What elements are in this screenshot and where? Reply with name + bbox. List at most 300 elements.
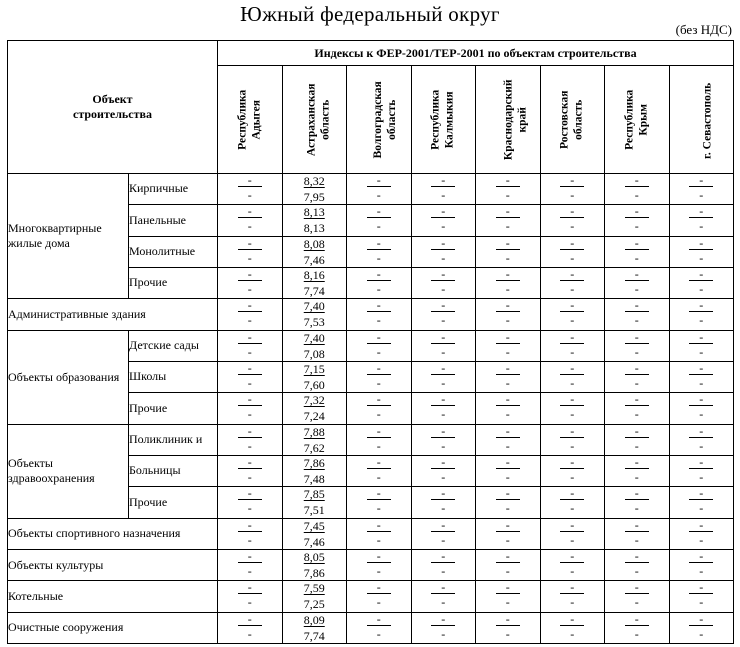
index-top-value: - xyxy=(689,240,713,250)
index-top-value: - xyxy=(689,365,713,375)
index-cell-empty xyxy=(540,393,605,424)
index-top-value: - xyxy=(496,240,520,250)
index-fraction xyxy=(238,517,262,547)
index-cell-empty xyxy=(669,518,734,549)
region-header-label xyxy=(305,83,333,156)
index-fraction xyxy=(496,173,520,203)
index-top-value: - xyxy=(496,428,520,438)
index-cell-empty xyxy=(540,612,605,643)
index-bottom-value: - xyxy=(570,626,575,641)
region-header xyxy=(282,66,347,174)
index-cell-empty xyxy=(476,267,541,298)
index-top-value: - xyxy=(238,428,262,438)
index-bottom-value: - xyxy=(247,376,252,391)
index-bottom-value: - xyxy=(634,470,639,485)
object-group-label: Многоквартирные жилые дома xyxy=(8,174,129,299)
index-bottom-value: - xyxy=(634,250,639,265)
index-fraction xyxy=(625,611,649,641)
index-cell-empty xyxy=(605,612,670,643)
index-fraction xyxy=(431,267,455,297)
index-fraction xyxy=(560,580,584,610)
index-cell-empty xyxy=(411,236,476,267)
index-bottom-value: 7,46 xyxy=(303,534,325,549)
index-top-value: - xyxy=(689,302,713,312)
index-top-value: - xyxy=(367,522,391,532)
index-fraction xyxy=(238,549,262,579)
region-line1: г. Севастополь xyxy=(700,82,713,159)
index-top-value: - xyxy=(625,240,649,250)
index-fraction xyxy=(304,206,325,234)
index-top-value: - xyxy=(625,365,649,375)
index-bottom-value: - xyxy=(376,407,381,422)
index-top-value: 8,05 xyxy=(303,550,325,565)
index-fraction xyxy=(625,423,649,453)
index-top-value: - xyxy=(689,208,713,218)
index-bottom-value: - xyxy=(699,438,704,453)
index-top-value: - xyxy=(431,522,455,532)
index-cell-empty xyxy=(669,267,734,298)
index-top-value: - xyxy=(431,208,455,218)
index-cell-empty xyxy=(605,455,670,486)
index-fraction xyxy=(238,204,262,234)
index-fraction xyxy=(496,267,520,297)
index-bottom-value: - xyxy=(699,250,704,265)
index-cell-empty xyxy=(411,205,476,236)
index-bottom-value: - xyxy=(570,470,575,485)
index-top-value: - xyxy=(496,584,520,594)
region-line2: область xyxy=(318,99,331,140)
index-top-value: - xyxy=(560,208,584,218)
index-cell-empty xyxy=(605,424,670,455)
index-fraction xyxy=(367,486,391,516)
index-cell-empty xyxy=(540,487,605,518)
index-bottom-value: - xyxy=(570,344,575,359)
index-top-value: - xyxy=(431,240,455,250)
index-top-value: - xyxy=(625,177,649,187)
index-fraction xyxy=(560,235,584,265)
index-bottom-value: 7,08 xyxy=(303,346,325,361)
object-subtype-label: Детские сады xyxy=(129,330,218,361)
index-fraction xyxy=(496,423,520,453)
index-top-value: - xyxy=(367,428,391,438)
index-top-value: - xyxy=(689,396,713,406)
index-top-value: - xyxy=(496,208,520,218)
index-top-value: - xyxy=(496,490,520,500)
index-bottom-value: - xyxy=(247,188,252,203)
index-cell-empty xyxy=(218,612,283,643)
index-bottom-value: - xyxy=(699,407,704,422)
index-cell-empty xyxy=(347,393,412,424)
index-fraction xyxy=(625,455,649,485)
index-top-value: - xyxy=(496,302,520,312)
region-line1: Волгоградская xyxy=(371,80,384,159)
index-cell-empty xyxy=(669,174,734,205)
index-bottom-value: - xyxy=(570,532,575,547)
index-fraction xyxy=(496,455,520,485)
index-fraction xyxy=(496,611,520,641)
index-top-value: - xyxy=(689,428,713,438)
index-cell-empty xyxy=(476,487,541,518)
index-fraction xyxy=(304,488,325,516)
index-top-value: - xyxy=(367,208,391,218)
index-table xyxy=(7,40,734,644)
index-fraction xyxy=(689,298,713,328)
index-cell xyxy=(282,455,347,486)
index-bottom-value: - xyxy=(570,407,575,422)
region-line2: Калмыкия xyxy=(443,91,456,148)
index-bottom-value: - xyxy=(570,438,575,453)
index-fraction xyxy=(367,392,391,422)
index-cell-empty xyxy=(218,455,283,486)
index-bottom-value: 7,48 xyxy=(303,472,325,487)
index-cell-empty xyxy=(605,330,670,361)
index-fraction xyxy=(496,549,520,579)
index-cell-empty xyxy=(476,612,541,643)
index-bottom-value: - xyxy=(441,282,446,297)
index-fraction xyxy=(496,361,520,391)
index-cell-empty xyxy=(347,487,412,518)
index-bottom-value: - xyxy=(441,470,446,485)
index-top-value: - xyxy=(238,459,262,469)
index-cell-empty xyxy=(669,205,734,236)
vat-note: (без НДС) xyxy=(675,22,732,37)
index-cell-empty xyxy=(347,549,412,580)
index-fraction xyxy=(431,361,455,391)
index-bottom-value: - xyxy=(247,532,252,547)
index-cell-empty xyxy=(540,361,605,392)
index-cell-empty xyxy=(605,299,670,330)
index-cell-empty xyxy=(218,205,283,236)
index-bottom-value: - xyxy=(699,282,704,297)
object-header xyxy=(8,41,218,174)
index-top-value: - xyxy=(431,616,455,626)
index-cell-empty xyxy=(476,393,541,424)
index-fraction xyxy=(431,549,455,579)
region-header xyxy=(605,66,670,174)
index-top-value: - xyxy=(689,616,713,626)
table-row xyxy=(8,518,734,549)
index-fraction xyxy=(625,204,649,234)
index-bottom-value: 7,74 xyxy=(303,284,325,299)
table-row xyxy=(8,299,734,330)
index-top-value: 8,16 xyxy=(303,268,325,283)
index-cell-empty xyxy=(411,267,476,298)
index-top-value: 7,32 xyxy=(303,393,325,408)
index-cell xyxy=(282,267,347,298)
index-cell-empty xyxy=(605,174,670,205)
index-fraction xyxy=(689,204,713,234)
index-cell-empty xyxy=(540,330,605,361)
index-bottom-value: - xyxy=(376,344,381,359)
index-cell-empty xyxy=(347,299,412,330)
index-cell xyxy=(282,174,347,205)
index-cell-empty xyxy=(218,299,283,330)
index-bottom-value: - xyxy=(247,407,252,422)
index-top-value: 7,40 xyxy=(303,330,325,345)
index-top-value: - xyxy=(238,584,262,594)
index-cell xyxy=(282,299,347,330)
index-top-value: - xyxy=(367,490,391,500)
region-header xyxy=(411,66,476,174)
index-bottom-value: - xyxy=(441,532,446,547)
index-fraction xyxy=(238,423,262,453)
index-cell-empty xyxy=(411,330,476,361)
index-bottom-value: - xyxy=(441,564,446,579)
index-bottom-value: - xyxy=(505,344,510,359)
index-fraction xyxy=(560,204,584,234)
index-fraction xyxy=(496,235,520,265)
region-line1: Республика xyxy=(429,89,442,150)
index-fraction xyxy=(560,329,584,359)
index-top-value: - xyxy=(367,553,391,563)
index-top-value: - xyxy=(238,490,262,500)
index-top-value: - xyxy=(560,302,584,312)
object-group-label: Объекты здравоохранения xyxy=(8,424,129,518)
index-top-value: 7,85 xyxy=(303,487,325,502)
index-cell-empty xyxy=(347,581,412,612)
index-top-value: - xyxy=(560,177,584,187)
index-top-value: - xyxy=(367,396,391,406)
region-line1: Краснодарский xyxy=(502,79,515,160)
index-top-value: - xyxy=(431,584,455,594)
index-cell-empty xyxy=(540,518,605,549)
object-group-label: Объекты образования xyxy=(8,330,129,424)
index-top-value: - xyxy=(367,334,391,344)
index-top-value: - xyxy=(689,177,713,187)
page-title: Южный федеральный округ xyxy=(240,2,500,26)
index-cell-empty xyxy=(218,424,283,455)
index-top-value: - xyxy=(560,584,584,594)
index-cell-empty xyxy=(669,299,734,330)
region-header-label xyxy=(503,79,531,160)
index-cell-empty xyxy=(669,236,734,267)
index-top-value: - xyxy=(496,177,520,187)
index-cell-empty xyxy=(347,518,412,549)
index-top-value: - xyxy=(689,334,713,344)
index-fraction xyxy=(367,267,391,297)
index-header: Индексы к ФЕР-2001/ТЕР-2001 по объектам строительства xyxy=(218,41,734,66)
index-bottom-value: 7,53 xyxy=(303,315,325,330)
index-bottom-value: - xyxy=(441,219,446,234)
index-cell-empty xyxy=(669,612,734,643)
region-line1: Астраханская xyxy=(304,83,317,156)
table-row xyxy=(8,549,734,580)
object-subtype-label: Прочие xyxy=(129,393,218,424)
index-bottom-value: - xyxy=(699,501,704,516)
index-cell-empty xyxy=(347,612,412,643)
index-bottom-value: 7,24 xyxy=(303,409,325,424)
index-top-value: 7,45 xyxy=(303,518,325,533)
index-fraction xyxy=(689,329,713,359)
region-line2: Адыгея xyxy=(249,99,262,140)
index-top-value: - xyxy=(238,334,262,344)
index-bottom-value: - xyxy=(247,250,252,265)
index-cell-empty xyxy=(540,581,605,612)
index-top-value: - xyxy=(238,365,262,375)
index-bottom-value: - xyxy=(505,188,510,203)
index-cell-empty xyxy=(669,393,734,424)
object-subtype-label: Прочие xyxy=(129,267,218,298)
index-top-value: - xyxy=(367,240,391,250)
index-bottom-value: - xyxy=(441,250,446,265)
index-cell-empty xyxy=(476,361,541,392)
index-fraction xyxy=(431,329,455,359)
index-bottom-value: - xyxy=(441,344,446,359)
index-top-value: - xyxy=(689,522,713,532)
index-fraction xyxy=(367,329,391,359)
index-bottom-value: - xyxy=(247,470,252,485)
index-fraction xyxy=(431,298,455,328)
index-bottom-value: - xyxy=(634,532,639,547)
index-fraction xyxy=(560,173,584,203)
index-cell-empty xyxy=(605,205,670,236)
index-fraction xyxy=(304,614,325,642)
index-bottom-value: 7,86 xyxy=(303,566,325,581)
index-bottom-value: - xyxy=(505,595,510,610)
index-fraction xyxy=(304,332,325,360)
index-cell-empty xyxy=(476,581,541,612)
index-fraction xyxy=(689,549,713,579)
index-bottom-value: - xyxy=(376,376,381,391)
index-cell-empty xyxy=(540,299,605,330)
index-fraction xyxy=(238,173,262,203)
index-fraction xyxy=(367,423,391,453)
index-top-value: - xyxy=(496,616,520,626)
index-bottom-value: - xyxy=(247,501,252,516)
index-fraction xyxy=(496,392,520,422)
index-bottom-value: 7,25 xyxy=(303,597,325,612)
region-header-label xyxy=(236,89,264,149)
index-cell-empty xyxy=(347,330,412,361)
index-bottom-value: 7,62 xyxy=(303,440,325,455)
index-cell-empty xyxy=(347,205,412,236)
index-fraction xyxy=(431,611,455,641)
index-cell-empty xyxy=(411,487,476,518)
index-cell xyxy=(282,518,347,549)
table-row xyxy=(8,581,734,612)
index-bottom-value: - xyxy=(441,188,446,203)
index-top-value: - xyxy=(238,302,262,312)
region-header-label xyxy=(701,82,715,158)
region-header xyxy=(476,66,541,174)
index-top-value: - xyxy=(238,616,262,626)
index-top-value: - xyxy=(431,334,455,344)
index-fraction xyxy=(431,517,455,547)
table-row xyxy=(8,174,734,205)
index-cell xyxy=(282,549,347,580)
index-fraction xyxy=(496,298,520,328)
index-fraction xyxy=(431,235,455,265)
index-cell xyxy=(282,330,347,361)
index-cell-empty xyxy=(411,518,476,549)
index-top-value: - xyxy=(625,302,649,312)
index-cell-empty xyxy=(476,174,541,205)
index-bottom-value: - xyxy=(505,282,510,297)
index-top-value: - xyxy=(560,553,584,563)
index-cell-empty xyxy=(411,549,476,580)
index-bottom-value: - xyxy=(505,626,510,641)
index-top-value: - xyxy=(367,271,391,281)
index-fraction xyxy=(496,486,520,516)
index-cell-empty xyxy=(605,236,670,267)
index-cell-empty xyxy=(347,424,412,455)
index-top-value: - xyxy=(689,490,713,500)
index-bottom-value: - xyxy=(699,376,704,391)
index-top-value: - xyxy=(560,240,584,250)
index-fraction xyxy=(431,204,455,234)
index-cell-empty xyxy=(218,393,283,424)
index-fraction xyxy=(560,517,584,547)
index-top-value: - xyxy=(431,177,455,187)
index-bottom-value: - xyxy=(376,626,381,641)
index-fraction xyxy=(431,173,455,203)
index-fraction xyxy=(304,363,325,391)
index-fraction xyxy=(560,298,584,328)
index-top-value: - xyxy=(625,522,649,532)
index-cell xyxy=(282,236,347,267)
index-cell xyxy=(282,612,347,643)
region-line1: Республика xyxy=(622,89,635,150)
index-cell-empty xyxy=(218,487,283,518)
index-top-value: 8,08 xyxy=(303,236,325,251)
index-cell-empty xyxy=(218,267,283,298)
index-bottom-value: - xyxy=(634,501,639,516)
region-header-label xyxy=(372,81,400,158)
region-header-label xyxy=(623,89,651,149)
index-bottom-value: - xyxy=(699,626,704,641)
index-top-value: - xyxy=(367,584,391,594)
index-top-value: - xyxy=(496,522,520,532)
index-fraction xyxy=(304,300,325,328)
index-top-value: 7,88 xyxy=(303,424,325,439)
index-cell-empty xyxy=(476,236,541,267)
region-header-label xyxy=(558,90,586,148)
index-fraction xyxy=(560,267,584,297)
index-bottom-value: - xyxy=(699,532,704,547)
index-bottom-value: - xyxy=(376,470,381,485)
index-fraction xyxy=(496,517,520,547)
index-bottom-value: - xyxy=(247,438,252,453)
index-top-value: - xyxy=(238,522,262,532)
index-fraction xyxy=(238,611,262,641)
index-bottom-value: - xyxy=(634,344,639,359)
index-top-value: - xyxy=(238,208,262,218)
index-fraction xyxy=(431,455,455,485)
index-bottom-value: - xyxy=(634,407,639,422)
index-fraction xyxy=(238,486,262,516)
index-cell xyxy=(282,581,347,612)
index-top-value: 8,32 xyxy=(303,174,325,189)
index-bottom-value: - xyxy=(570,595,575,610)
index-top-value: - xyxy=(625,428,649,438)
index-cell-empty xyxy=(476,330,541,361)
index-fraction xyxy=(304,394,325,422)
index-fraction xyxy=(431,423,455,453)
region-line1: Ростовская xyxy=(558,90,571,149)
index-top-value: - xyxy=(689,459,713,469)
index-bottom-value: - xyxy=(505,250,510,265)
index-cell-empty xyxy=(669,455,734,486)
index-fraction xyxy=(689,517,713,547)
index-bottom-value: - xyxy=(699,470,704,485)
index-bottom-value: - xyxy=(634,313,639,328)
index-top-value: - xyxy=(431,396,455,406)
index-bottom-value: - xyxy=(634,564,639,579)
index-fraction xyxy=(496,329,520,359)
object-subtype-label: Школы xyxy=(129,361,218,392)
index-fraction xyxy=(367,455,391,485)
index-cell-empty xyxy=(669,549,734,580)
